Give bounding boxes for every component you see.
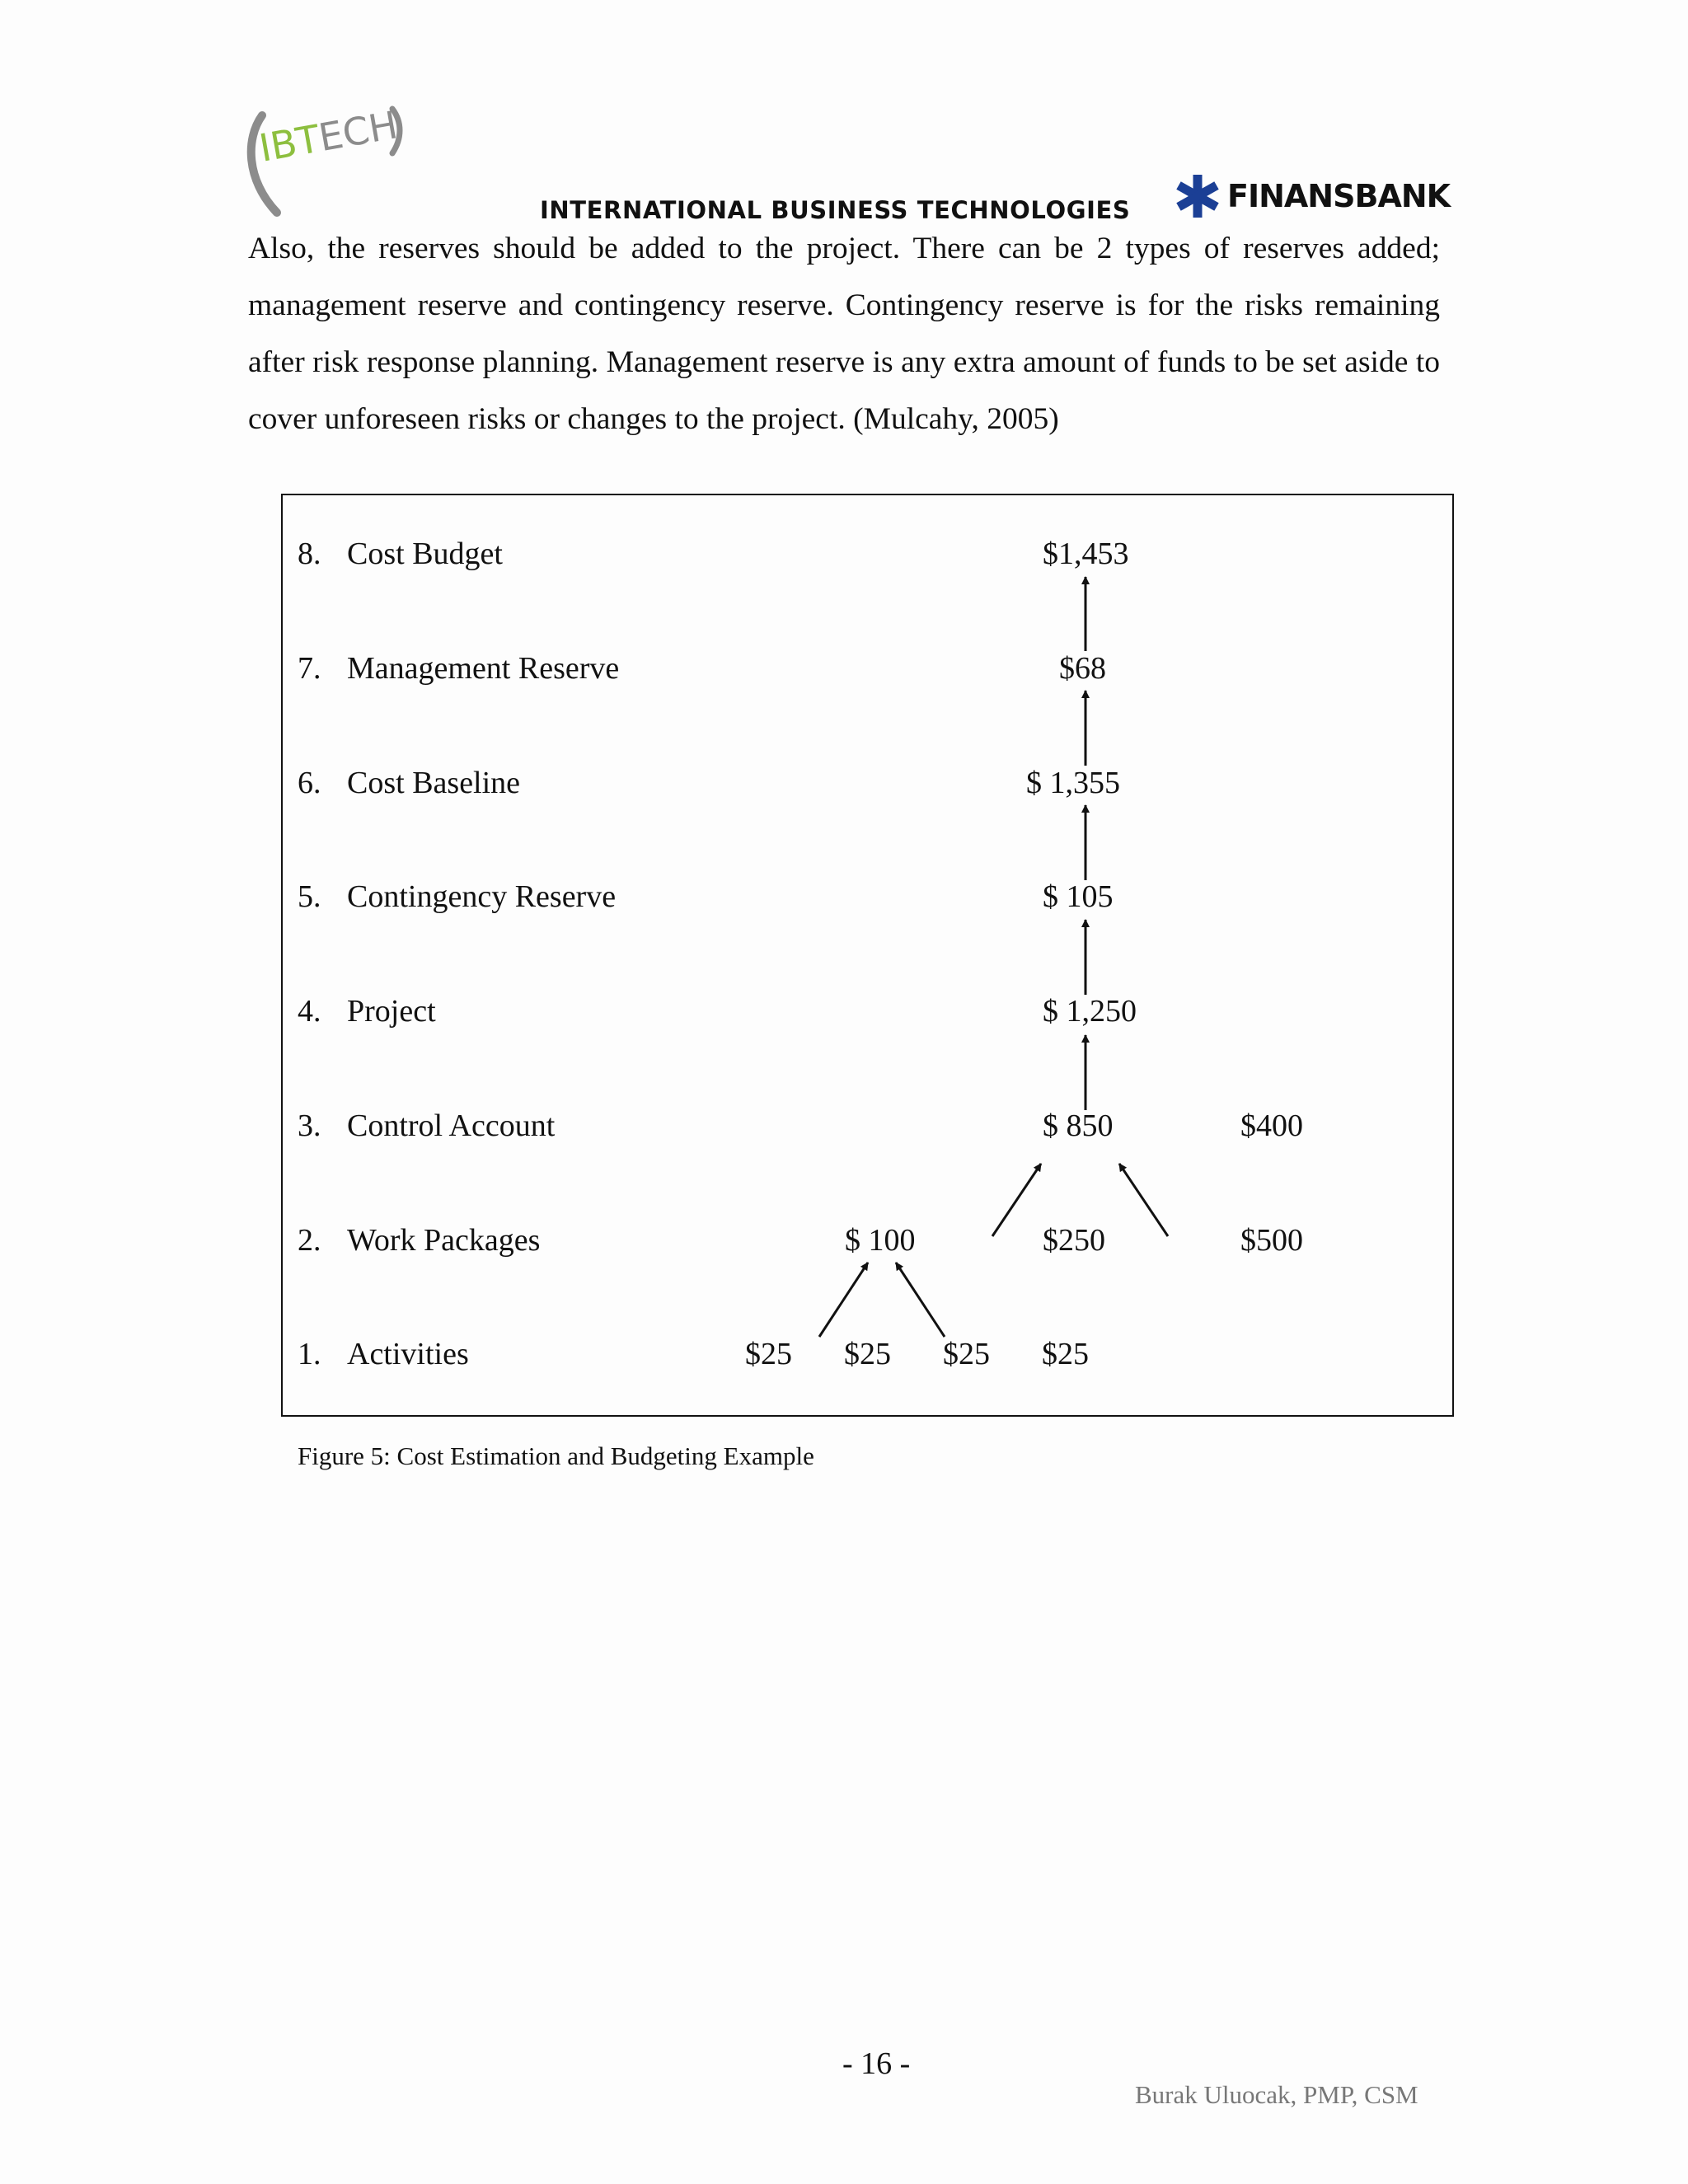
value-work-package: $500: [1240, 1223, 1303, 1258]
figure-box: [281, 494, 1454, 1417]
svg-text:IBTECH: IBTECH: [256, 102, 401, 171]
level-number: 2.: [298, 1223, 321, 1258]
ibtech-logo: [244, 97, 417, 221]
level-label-cost-baseline: Cost Baseline: [347, 766, 521, 800]
value-project: $ 1,250: [1043, 994, 1137, 1029]
level-number: 3.: [298, 1108, 321, 1143]
value-control-account: $ 850: [1043, 1108, 1114, 1143]
body-paragraph: Also, the reserves should be added to the project. There can be 2 types of reserves added; management reserve and contingency reserve. Contingency reserve is for the risks remaining after risk response planning. Management reserve is any extra amount of funds to be set aside to cover unforeseen risks or changes to the project. (Mulcahy, 2005): [248, 232, 1440, 436]
level-label-activities: Activities: [347, 1337, 469, 1371]
level-number: 4.: [298, 994, 321, 1029]
value-management-reserve: $68: [1059, 651, 1106, 686]
organization-name: INTERNATIONAL BUSINESS TECHNOLOGIES: [540, 196, 1131, 224]
logo-ib-text: IBT: [256, 115, 324, 171]
value-activity: $25: [943, 1337, 990, 1371]
value-control-account: $400: [1240, 1108, 1303, 1143]
level-label-control-account: Control Account: [347, 1108, 556, 1143]
value-activity: $25: [844, 1337, 891, 1371]
bank-name: FINANSBANK: [1227, 178, 1451, 214]
asterisk-icon: [1175, 173, 1221, 219]
value-activity: $25: [745, 1337, 792, 1371]
level-number: 5.: [298, 879, 321, 914]
level-label-contingency-reserve: Contingency Reserve: [347, 879, 617, 914]
figure-caption: Figure 5: Cost Estimation and Budgeting Example: [298, 1441, 814, 1470]
value-work-package: $ 100: [845, 1223, 916, 1258]
value-cost-baseline: $ 1,355: [1026, 766, 1120, 800]
level-label-management-reserve: Management Reserve: [347, 651, 620, 686]
level-label-cost-budget: Cost Budget: [347, 537, 503, 571]
level-label-work-packages: Work Packages: [347, 1223, 541, 1258]
level-number: 7.: [298, 651, 321, 686]
value-contingency-reserve: $ 105: [1043, 879, 1114, 914]
value-work-package: $250: [1043, 1223, 1105, 1258]
finansbank-logo: [1175, 173, 1450, 219]
page-number: - 16 -: [842, 2046, 911, 2081]
value-cost-budget: $1,453: [1043, 537, 1129, 571]
level-number: 1.: [298, 1337, 321, 1371]
level-label-project: Project: [347, 994, 436, 1029]
value-activity: $25: [1042, 1337, 1089, 1371]
author-credit: Burak Uluocak, PMP, CSM: [1135, 2080, 1418, 2109]
level-number: 6.: [298, 766, 321, 800]
level-number: 8.: [298, 537, 321, 571]
